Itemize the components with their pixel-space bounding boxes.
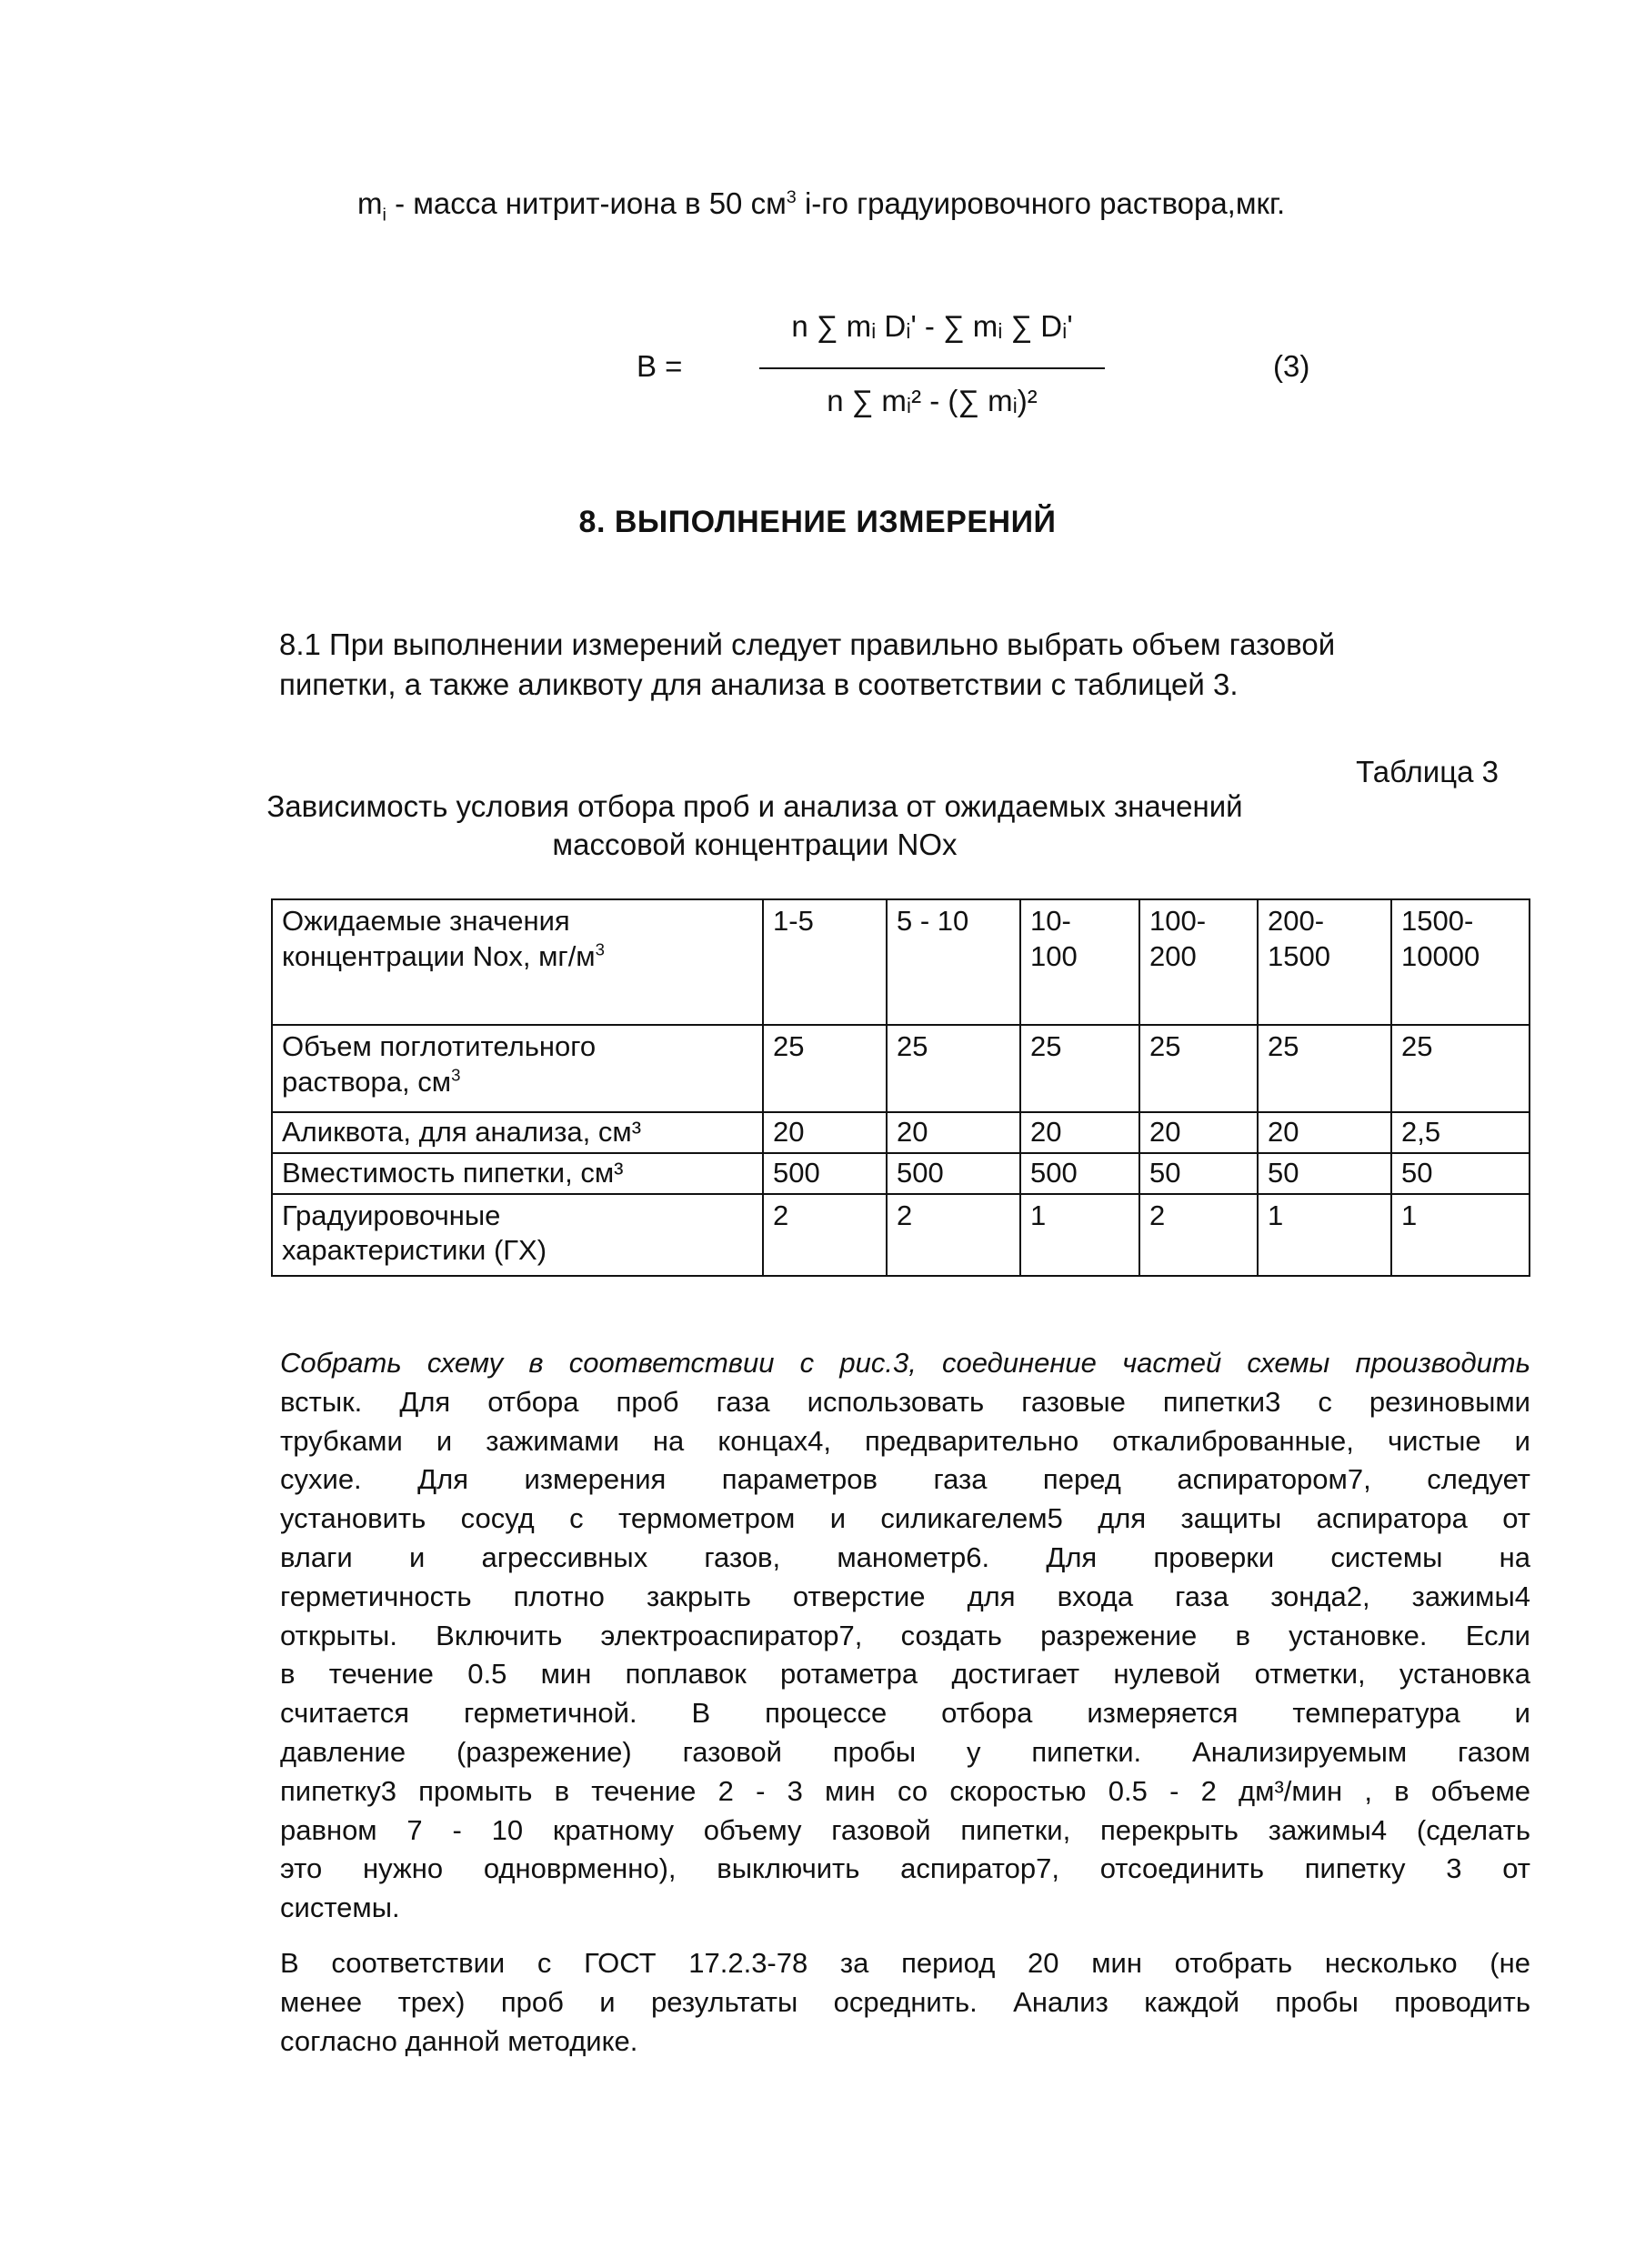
value-cell: 20 bbox=[887, 1112, 1020, 1153]
procedure-paragraph bbox=[280, 1344, 1530, 1928]
gost-line: менее трех) проб и результаты осреднить. Анализ каждой пробы проводить bbox=[280, 1985, 1530, 2018]
row-label-cell: Градуировочные характеристики (ГХ) bbox=[272, 1194, 763, 1276]
formula-3 bbox=[637, 291, 1328, 446]
value-cell: 2,5 bbox=[1391, 1112, 1530, 1153]
row-label-cell: Вместимость пипетки, см³ bbox=[272, 1153, 763, 1194]
procedure-line: трубками и зажимами на концах4, предварительно откалиброванные, чистые и bbox=[280, 1424, 1530, 1457]
value-cell: 25 bbox=[1391, 1025, 1530, 1112]
procedure-line: это нужно одноврменно), выключить аспиратор7, отсоединить пипетку 3 от bbox=[280, 1852, 1530, 1885]
procedure-line: считается герметичной. В процессе отбора измеряется температура и bbox=[280, 1697, 1530, 1730]
procedure-line: влаги и агрессивных газов, манометр6. Для проверки системы на bbox=[280, 1540, 1530, 1573]
formula-numerator: n ∑ mᵢ Dᵢ' - ∑ mᵢ ∑ Dᵢ' bbox=[791, 309, 1073, 343]
value-cell: 50 bbox=[1139, 1153, 1258, 1194]
procedure-line: встык. Для отбора проб газа использовать газовые пипетки3 с резиновыми bbox=[280, 1385, 1530, 1418]
value-cell: 20 bbox=[1258, 1112, 1391, 1153]
procedure-line: пипетку3 промыть в течение 2 - 3 мин со скоростью 0.5 - 2 дм³/мин , в объеме bbox=[280, 1774, 1530, 1807]
gost-paragraph bbox=[280, 1944, 1530, 2061]
value-cell: 25 bbox=[763, 1025, 887, 1112]
section-heading: 8. ВЫПОЛНЕНИЕ ИЗМЕРЕНИЙ bbox=[578, 505, 1057, 539]
procedure-line: сухие. Для измерения параметров газа перед аспиратором7, следует bbox=[280, 1463, 1530, 1496]
range-cell: 5 - 10 bbox=[887, 899, 1020, 1025]
gost-line: В соответствии с ГОСТ 17.2.3-78 за период 20 мин отобрать несколько (не bbox=[280, 1947, 1530, 1979]
value-cell: 25 bbox=[1020, 1025, 1139, 1112]
table-row bbox=[272, 1025, 1530, 1112]
value-cell: 50 bbox=[1391, 1153, 1530, 1194]
definition-text-end: i-го градуировочного раствора,мкг. bbox=[796, 186, 1286, 220]
concentration-table bbox=[271, 898, 1530, 1277]
formula-denominator: n ∑ mᵢ² - (∑ mᵢ)² bbox=[827, 384, 1038, 417]
procedure-line: в течение 0.5 мин поплавок ротаметра достигает нулевой отметки, установка bbox=[280, 1658, 1530, 1691]
definition-text: - масса нитрит-иона в 50 см bbox=[386, 186, 787, 220]
table-label: Таблица 3 bbox=[1356, 755, 1499, 788]
definition-line bbox=[357, 186, 1286, 226]
para-8-1-line-1: 8.1 При выполнении измерений следует правильно выбрать объем газовой bbox=[279, 627, 1336, 661]
para-8-1-line-2: пипетки, а также аликвоту для анализа в соответствии с таблицей 3. bbox=[279, 667, 1239, 701]
header-label-cell: Ожидаемые значения концентрации Nox, $мг/м^3$ bbox=[272, 899, 763, 1025]
formula-number: (3) bbox=[1273, 349, 1310, 383]
value-cell: 2 bbox=[887, 1194, 1020, 1276]
table-caption-line-2: массовой концентрации NOx bbox=[552, 828, 958, 861]
table-row bbox=[272, 1112, 1530, 1153]
value-cell: 2 bbox=[763, 1194, 887, 1276]
procedure-line: Собрать схему в соответствии с рис.3, соединение частей схемы производить bbox=[280, 1347, 1530, 1379]
value-cell: 20 bbox=[1020, 1112, 1139, 1153]
value-cell: 50 bbox=[1258, 1153, 1391, 1194]
range-cell: 100- 200 bbox=[1139, 899, 1258, 1025]
formula-lhs: B = bbox=[637, 349, 683, 383]
value-cell: 25 bbox=[1258, 1025, 1391, 1112]
value-cell: 1 bbox=[1258, 1194, 1391, 1276]
procedure-line: системы. bbox=[280, 1892, 400, 1924]
value-cell: 1 bbox=[1020, 1194, 1139, 1276]
value-cell: 25 bbox=[1139, 1025, 1258, 1112]
procedure-line: установить сосуд с термометром и силикагелем5 для защиты аспиратора от bbox=[280, 1502, 1530, 1535]
row-label-cell: Объем поглотительного раствора, $см^3$ bbox=[272, 1025, 763, 1112]
value-cell: 20 bbox=[763, 1112, 887, 1153]
table-row bbox=[272, 1153, 1530, 1194]
fraction-bar bbox=[759, 367, 1105, 369]
procedure-line: герметичность плотно закрыть отверстие для входа газа зонда2, зажимы4 bbox=[280, 1580, 1530, 1612]
range-cell: 1500- 10000 bbox=[1391, 899, 1530, 1025]
table-row bbox=[272, 1194, 1530, 1276]
value-cell: 20 bbox=[1139, 1112, 1258, 1153]
value-cell: 500 bbox=[763, 1153, 887, 1194]
procedure-line: давление (разрежение) газовой пробы у пипетки. Анализируемым газом bbox=[280, 1735, 1530, 1768]
range-cell: 200- 1500 bbox=[1258, 899, 1391, 1025]
range-cell: 1-5 bbox=[763, 899, 887, 1025]
procedure-line: открыты. Включить электроаспиратор7, создать разрежение в установке. Если bbox=[280, 1619, 1530, 1651]
range-cell: 10- 100 bbox=[1020, 899, 1139, 1025]
value-cell: 1 bbox=[1391, 1194, 1530, 1276]
definition-symbol: m bbox=[357, 186, 383, 220]
table-header-row bbox=[272, 899, 1530, 1025]
procedure-line: равном 7 - 10 кратному объему газовой пипетки, перекрыть зажимы4 (сделать bbox=[280, 1813, 1530, 1846]
value-cell: 500 bbox=[1020, 1153, 1139, 1194]
value-cell: 500 bbox=[887, 1153, 1020, 1194]
gost-line: согласно данной методике. bbox=[280, 2024, 638, 2057]
table-caption-line-1: Зависимость условия отбора проб и анализа от ожидаемых значений bbox=[266, 789, 1243, 823]
value-cell: 25 bbox=[887, 1025, 1020, 1112]
definition-subscript: i bbox=[382, 205, 386, 226]
value-cell: 2 bbox=[1139, 1194, 1258, 1276]
definition-superscript: 3 bbox=[786, 187, 797, 207]
row-label-cell: Аликвота, для анализа, см³ bbox=[272, 1112, 763, 1153]
